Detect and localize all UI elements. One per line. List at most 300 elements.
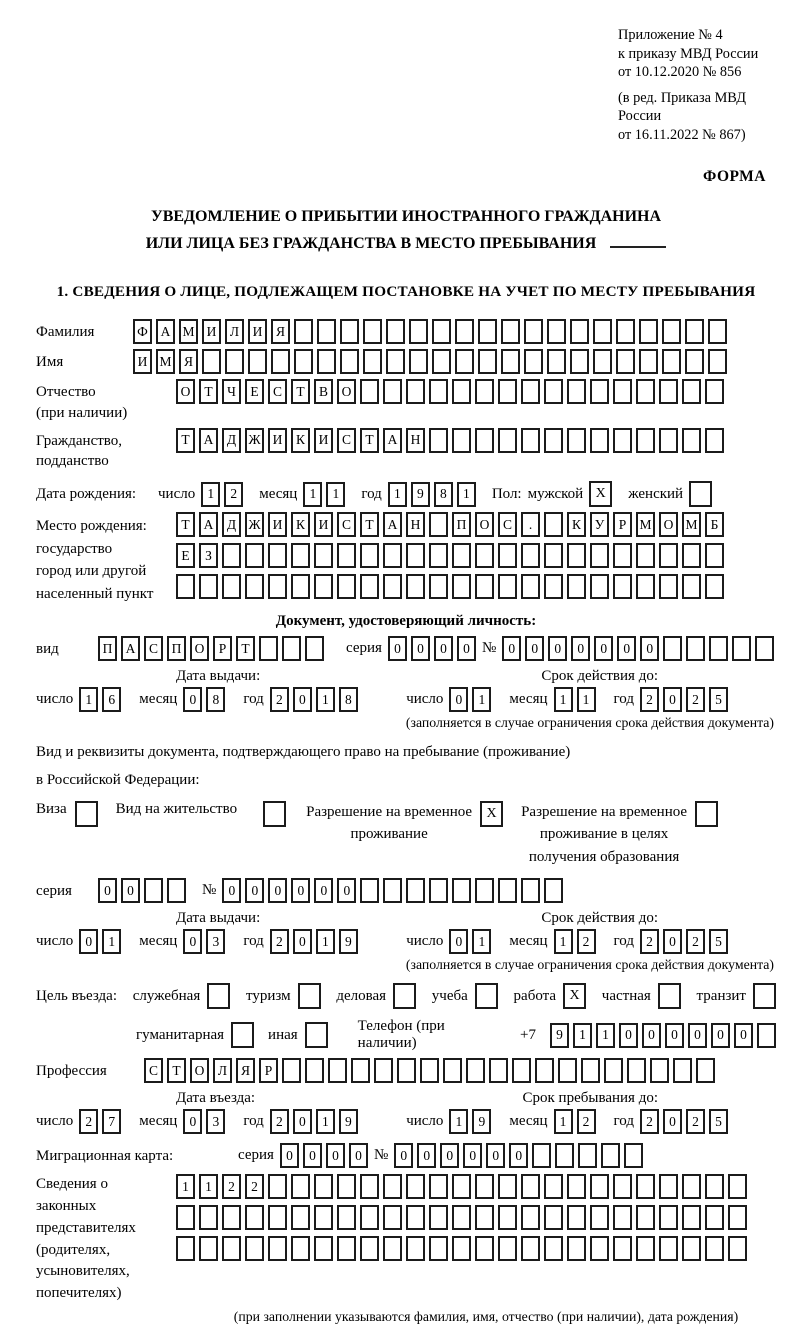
form-cell[interactable]: Е — [176, 543, 195, 568]
form-cell[interactable] — [314, 1205, 333, 1230]
form-cell[interactable] — [222, 1236, 241, 1261]
form-cell[interactable] — [374, 1058, 393, 1083]
form-cell[interactable] — [544, 512, 563, 537]
form-cell[interactable] — [659, 428, 678, 453]
form-cell[interactable] — [475, 1205, 494, 1230]
form-cell[interactable] — [570, 349, 589, 374]
form-cell[interactable]: Н — [406, 428, 425, 453]
form-cell[interactable]: М — [636, 512, 655, 537]
form-cell[interactable] — [429, 543, 448, 568]
form-cell[interactable]: И — [202, 319, 221, 344]
form-cell[interactable] — [705, 428, 724, 453]
form-cell[interactable] — [512, 1058, 531, 1083]
form-cell[interactable]: Е — [245, 379, 264, 404]
form-cell[interactable] — [452, 878, 471, 903]
form-cell[interactable]: 1 — [326, 482, 345, 507]
form-cell[interactable]: 0 — [183, 1109, 202, 1134]
form-cell[interactable]: 2 — [640, 1109, 659, 1134]
form-cell[interactable]: Т — [199, 379, 218, 404]
form-cell[interactable] — [567, 1236, 586, 1261]
form-cell[interactable] — [624, 1143, 643, 1168]
form-cell[interactable] — [732, 636, 751, 661]
form-cell[interactable]: П — [452, 512, 471, 537]
form-cell[interactable] — [466, 1058, 485, 1083]
form-cell[interactable] — [268, 1174, 287, 1199]
form-cell[interactable] — [590, 428, 609, 453]
form-cell[interactable] — [225, 349, 244, 374]
form-cell[interactable] — [245, 543, 264, 568]
form-cell[interactable] — [682, 1236, 701, 1261]
form-cell[interactable] — [521, 379, 540, 404]
form-cell[interactable]: Д — [222, 428, 241, 453]
form-cell[interactable] — [409, 349, 428, 374]
form-cell[interactable]: 0 — [440, 1143, 459, 1168]
form-cell[interactable]: 0 — [222, 878, 241, 903]
form-cell[interactable] — [406, 878, 425, 903]
form-cell[interactable] — [452, 1205, 471, 1230]
form-cell[interactable] — [452, 428, 471, 453]
form-cell[interactable] — [144, 878, 163, 903]
form-cell[interactable]: 1 — [577, 687, 596, 712]
form-cell[interactable]: 2 — [270, 1109, 289, 1134]
form-cell[interactable]: 1 — [554, 929, 573, 954]
form-cell[interactable] — [363, 349, 382, 374]
form-cell[interactable] — [757, 1023, 776, 1048]
form-cell[interactable]: 0 — [349, 1143, 368, 1168]
form-cell[interactable] — [383, 379, 402, 404]
sex-female-checkbox[interactable] — [689, 481, 712, 507]
form-cell[interactable]: 0 — [183, 929, 202, 954]
form-cell[interactable]: 0 — [434, 636, 453, 661]
form-cell[interactable] — [429, 574, 448, 599]
sex-male-checkbox[interactable]: X — [589, 481, 612, 507]
form-cell[interactable] — [613, 1236, 632, 1261]
form-cell[interactable]: 2 — [270, 687, 289, 712]
form-cell[interactable]: 1 — [596, 1023, 615, 1048]
form-cell[interactable] — [282, 636, 301, 661]
form-cell[interactable] — [682, 1174, 701, 1199]
form-cell[interactable]: Т — [236, 636, 255, 661]
form-cell[interactable]: 0 — [486, 1143, 505, 1168]
form-cell[interactable] — [337, 1174, 356, 1199]
form-cell[interactable] — [340, 349, 359, 374]
form-cell[interactable]: Т — [176, 428, 195, 453]
form-cell[interactable]: 2 — [79, 1109, 98, 1134]
form-cell[interactable]: 0 — [449, 929, 468, 954]
purpose-other-checkbox[interactable] — [305, 1022, 328, 1048]
form-cell[interactable]: Л — [213, 1058, 232, 1083]
form-cell[interactable]: С — [498, 512, 517, 537]
form-cell[interactable]: Д — [222, 512, 241, 537]
form-cell[interactable] — [567, 428, 586, 453]
form-cell[interactable] — [685, 349, 704, 374]
form-cell[interactable] — [705, 1174, 724, 1199]
form-cell[interactable] — [383, 574, 402, 599]
form-cell[interactable]: 0 — [314, 878, 333, 903]
form-cell[interactable]: 3 — [206, 1109, 225, 1134]
form-cell[interactable] — [593, 349, 612, 374]
form-cell[interactable]: К — [567, 512, 586, 537]
form-cell[interactable] — [475, 574, 494, 599]
form-cell[interactable] — [524, 349, 543, 374]
form-cell[interactable] — [590, 379, 609, 404]
form-cell[interactable] — [305, 636, 324, 661]
form-cell[interactable] — [429, 878, 448, 903]
form-cell[interactable] — [544, 428, 563, 453]
form-cell[interactable]: 0 — [663, 1109, 682, 1134]
form-cell[interactable] — [360, 574, 379, 599]
form-cell[interactable] — [314, 1236, 333, 1261]
form-cell[interactable] — [636, 1236, 655, 1261]
form-cell[interactable] — [383, 543, 402, 568]
form-cell[interactable]: 0 — [663, 929, 682, 954]
form-cell[interactable]: 9 — [339, 1109, 358, 1134]
form-cell[interactable]: 0 — [417, 1143, 436, 1168]
form-cell[interactable] — [521, 543, 540, 568]
form-cell[interactable]: 0 — [571, 636, 590, 661]
form-cell[interactable] — [176, 1236, 195, 1261]
form-cell[interactable] — [659, 1205, 678, 1230]
form-cell[interactable] — [636, 574, 655, 599]
form-cell[interactable]: С — [144, 1058, 163, 1083]
form-cell[interactable] — [420, 1058, 439, 1083]
form-cell[interactable] — [682, 428, 701, 453]
form-cell[interactable]: 0 — [411, 636, 430, 661]
form-cell[interactable] — [452, 1236, 471, 1261]
form-cell[interactable]: 0 — [711, 1023, 730, 1048]
form-cell[interactable]: 1 — [201, 482, 220, 507]
form-cell[interactable] — [696, 1058, 715, 1083]
form-cell[interactable]: 1 — [316, 687, 335, 712]
form-cell[interactable] — [590, 574, 609, 599]
form-cell[interactable] — [305, 1058, 324, 1083]
form-cell[interactable] — [455, 349, 474, 374]
form-cell[interactable]: 6 — [102, 687, 121, 712]
form-cell[interactable]: Н — [406, 512, 425, 537]
form-cell[interactable] — [708, 349, 727, 374]
form-cell[interactable] — [452, 543, 471, 568]
form-cell[interactable] — [639, 349, 658, 374]
form-cell[interactable]: У — [590, 512, 609, 537]
form-cell[interactable]: 0 — [663, 687, 682, 712]
form-cell[interactable] — [406, 379, 425, 404]
form-cell[interactable]: 0 — [183, 687, 202, 712]
form-cell[interactable] — [616, 319, 635, 344]
form-cell[interactable]: 0 — [326, 1143, 345, 1168]
form-cell[interactable] — [728, 1174, 747, 1199]
form-cell[interactable] — [478, 349, 497, 374]
purpose-commercial-checkbox[interactable] — [393, 983, 416, 1009]
form-cell[interactable]: М — [682, 512, 701, 537]
form-cell[interactable] — [682, 574, 701, 599]
form-cell[interactable] — [429, 1236, 448, 1261]
form-cell[interactable] — [627, 1058, 646, 1083]
form-cell[interactable] — [360, 543, 379, 568]
form-cell[interactable] — [222, 1205, 241, 1230]
form-cell[interactable]: П — [98, 636, 117, 661]
form-cell[interactable] — [705, 379, 724, 404]
form-cell[interactable]: С — [268, 379, 287, 404]
form-cell[interactable] — [282, 1058, 301, 1083]
form-cell[interactable] — [728, 1205, 747, 1230]
form-cell[interactable] — [639, 319, 658, 344]
form-cell[interactable]: 9 — [411, 482, 430, 507]
form-cell[interactable] — [709, 636, 728, 661]
form-cell[interactable] — [351, 1058, 370, 1083]
form-cell[interactable]: С — [144, 636, 163, 661]
form-cell[interactable]: 0 — [394, 1143, 413, 1168]
form-cell[interactable]: О — [337, 379, 356, 404]
form-cell[interactable]: К — [291, 428, 310, 453]
form-cell[interactable] — [613, 1205, 632, 1230]
form-cell[interactable] — [682, 543, 701, 568]
form-cell[interactable] — [613, 428, 632, 453]
form-cell[interactable]: 0 — [303, 1143, 322, 1168]
form-cell[interactable] — [498, 379, 517, 404]
form-cell[interactable]: 2 — [686, 1109, 705, 1134]
form-cell[interactable]: 0 — [79, 929, 98, 954]
form-cell[interactable]: 1 — [79, 687, 98, 712]
form-cell[interactable] — [524, 319, 543, 344]
form-cell[interactable]: Я — [236, 1058, 255, 1083]
form-cell[interactable] — [443, 1058, 462, 1083]
form-cell[interactable] — [406, 1205, 425, 1230]
form-cell[interactable]: . — [521, 512, 540, 537]
form-cell[interactable]: Т — [291, 379, 310, 404]
form-cell[interactable] — [337, 1236, 356, 1261]
form-cell[interactable]: 2 — [577, 1109, 596, 1134]
form-cell[interactable] — [222, 574, 241, 599]
form-cell[interactable] — [636, 379, 655, 404]
form-cell[interactable]: 1 — [573, 1023, 592, 1048]
form-cell[interactable] — [406, 574, 425, 599]
form-cell[interactable]: 1 — [102, 929, 121, 954]
form-cell[interactable] — [498, 1205, 517, 1230]
form-cell[interactable]: 0 — [293, 1109, 312, 1134]
form-cell[interactable] — [268, 574, 287, 599]
form-cell[interactable]: 8 — [206, 687, 225, 712]
form-cell[interactable] — [498, 1236, 517, 1261]
form-cell[interactable] — [501, 319, 520, 344]
form-cell[interactable] — [259, 636, 278, 661]
form-cell[interactable]: 9 — [472, 1109, 491, 1134]
form-cell[interactable] — [314, 574, 333, 599]
purpose-work-checkbox[interactable]: X — [563, 983, 586, 1009]
form-cell[interactable] — [601, 1143, 620, 1168]
form-cell[interactable] — [360, 1174, 379, 1199]
form-cell[interactable]: 1 — [472, 687, 491, 712]
form-cell[interactable] — [429, 1205, 448, 1230]
form-cell[interactable]: Т — [167, 1058, 186, 1083]
form-cell[interactable]: К — [291, 512, 310, 537]
form-cell[interactable]: 0 — [291, 878, 310, 903]
form-cell[interactable] — [498, 1174, 517, 1199]
form-cell[interactable] — [659, 1236, 678, 1261]
form-cell[interactable] — [406, 1236, 425, 1261]
form-cell[interactable] — [636, 428, 655, 453]
form-cell[interactable] — [673, 1058, 692, 1083]
form-cell[interactable] — [245, 1205, 264, 1230]
form-cell[interactable] — [708, 319, 727, 344]
form-cell[interactable] — [455, 319, 474, 344]
form-cell[interactable] — [432, 319, 451, 344]
form-cell[interactable]: 5 — [709, 687, 728, 712]
form-cell[interactable] — [659, 574, 678, 599]
form-cell[interactable]: 0 — [642, 1023, 661, 1048]
form-cell[interactable] — [489, 1058, 508, 1083]
form-cell[interactable] — [406, 1174, 425, 1199]
purpose-private-checkbox[interactable] — [658, 983, 681, 1009]
purpose-transit-checkbox[interactable] — [753, 983, 776, 1009]
form-cell[interactable]: 1 — [176, 1174, 195, 1199]
form-cell[interactable]: 0 — [617, 636, 636, 661]
form-cell[interactable] — [452, 379, 471, 404]
form-cell[interactable]: 3 — [206, 929, 225, 954]
form-cell[interactable]: 0 — [337, 878, 356, 903]
form-cell[interactable] — [199, 1205, 218, 1230]
form-cell[interactable]: Я — [271, 319, 290, 344]
form-cell[interactable] — [291, 543, 310, 568]
form-cell[interactable] — [202, 349, 221, 374]
form-cell[interactable] — [383, 1205, 402, 1230]
form-cell[interactable] — [544, 379, 563, 404]
form-cell[interactable]: И — [268, 512, 287, 537]
form-cell[interactable] — [314, 1174, 333, 1199]
form-cell[interactable] — [544, 1236, 563, 1261]
form-cell[interactable]: 1 — [303, 482, 322, 507]
form-cell[interactable] — [360, 878, 379, 903]
form-cell[interactable] — [452, 574, 471, 599]
purpose-study-checkbox[interactable] — [475, 983, 498, 1009]
form-cell[interactable]: 0 — [121, 878, 140, 903]
form-cell[interactable]: С — [337, 512, 356, 537]
form-cell[interactable] — [498, 574, 517, 599]
form-cell[interactable] — [616, 349, 635, 374]
form-cell[interactable]: 2 — [270, 929, 289, 954]
form-cell[interactable] — [593, 319, 612, 344]
form-cell[interactable] — [501, 349, 520, 374]
form-cell[interactable] — [291, 1174, 310, 1199]
form-cell[interactable]: 2 — [224, 482, 243, 507]
form-cell[interactable]: Л — [225, 319, 244, 344]
form-cell[interactable]: 0 — [509, 1143, 528, 1168]
form-cell[interactable] — [222, 543, 241, 568]
form-cell[interactable]: 0 — [619, 1023, 638, 1048]
form-cell[interactable] — [498, 878, 517, 903]
form-cell[interactable] — [475, 1236, 494, 1261]
form-cell[interactable]: 2 — [577, 929, 596, 954]
form-cell[interactable] — [383, 878, 402, 903]
form-cell[interactable]: 2 — [222, 1174, 241, 1199]
form-cell[interactable]: О — [190, 1058, 209, 1083]
form-cell[interactable] — [291, 1205, 310, 1230]
form-cell[interactable] — [613, 543, 632, 568]
form-cell[interactable] — [397, 1058, 416, 1083]
form-cell[interactable] — [604, 1058, 623, 1083]
form-cell[interactable]: 2 — [686, 929, 705, 954]
form-cell[interactable] — [558, 1058, 577, 1083]
form-cell[interactable] — [521, 1205, 540, 1230]
form-cell[interactable] — [176, 1205, 195, 1230]
form-cell[interactable]: 1 — [316, 1109, 335, 1134]
form-cell[interactable] — [328, 1058, 347, 1083]
form-cell[interactable] — [498, 543, 517, 568]
form-cell[interactable] — [590, 1205, 609, 1230]
edu-permit-checkbox[interactable] — [695, 801, 718, 827]
form-cell[interactable] — [271, 349, 290, 374]
form-cell[interactable] — [248, 349, 267, 374]
form-cell[interactable] — [406, 543, 425, 568]
form-cell[interactable] — [360, 1205, 379, 1230]
form-cell[interactable] — [475, 543, 494, 568]
form-cell[interactable] — [475, 428, 494, 453]
form-cell[interactable] — [685, 319, 704, 344]
form-cell[interactable] — [429, 428, 448, 453]
form-cell[interactable] — [613, 379, 632, 404]
form-cell[interactable] — [636, 543, 655, 568]
form-cell[interactable] — [544, 878, 563, 903]
form-cell[interactable] — [662, 319, 681, 344]
form-cell[interactable]: И — [268, 428, 287, 453]
form-cell[interactable]: 1 — [199, 1174, 218, 1199]
form-cell[interactable] — [167, 878, 186, 903]
form-cell[interactable]: И — [133, 349, 152, 374]
form-cell[interactable] — [650, 1058, 669, 1083]
form-cell[interactable]: П — [167, 636, 186, 661]
form-cell[interactable]: 0 — [293, 929, 312, 954]
form-cell[interactable] — [337, 1205, 356, 1230]
form-cell[interactable]: Ж — [245, 428, 264, 453]
form-cell[interactable]: О — [659, 512, 678, 537]
form-cell[interactable] — [547, 349, 566, 374]
form-cell[interactable] — [636, 1205, 655, 1230]
form-cell[interactable] — [478, 319, 497, 344]
form-cell[interactable]: 0 — [245, 878, 264, 903]
form-cell[interactable] — [199, 574, 218, 599]
form-cell[interactable]: З — [199, 543, 218, 568]
form-cell[interactable]: 0 — [548, 636, 567, 661]
form-cell[interactable]: 9 — [550, 1023, 569, 1048]
form-cell[interactable]: Т — [360, 428, 379, 453]
form-cell[interactable] — [268, 1205, 287, 1230]
form-cell[interactable] — [544, 1205, 563, 1230]
form-cell[interactable]: М — [179, 319, 198, 344]
form-cell[interactable]: 8 — [339, 687, 358, 712]
form-cell[interactable]: 1 — [457, 482, 476, 507]
form-cell[interactable]: Б — [705, 512, 724, 537]
form-cell[interactable]: 0 — [280, 1143, 299, 1168]
form-cell[interactable] — [705, 574, 724, 599]
form-cell[interactable] — [705, 1205, 724, 1230]
form-cell[interactable]: М — [156, 349, 175, 374]
form-cell[interactable]: 2 — [640, 929, 659, 954]
form-cell[interactable] — [567, 574, 586, 599]
form-cell[interactable] — [291, 1236, 310, 1261]
form-cell[interactable] — [544, 543, 563, 568]
form-cell[interactable] — [294, 319, 313, 344]
form-cell[interactable] — [567, 1174, 586, 1199]
form-cell[interactable] — [317, 319, 336, 344]
form-cell[interactable] — [590, 1236, 609, 1261]
temp-permit-checkbox[interactable]: X — [480, 801, 503, 827]
form-cell[interactable]: Т — [176, 512, 195, 537]
form-cell[interactable] — [659, 1174, 678, 1199]
purpose-humanitarian-checkbox[interactable] — [231, 1022, 254, 1048]
form-cell[interactable]: А — [121, 636, 140, 661]
form-cell[interactable] — [521, 574, 540, 599]
form-cell[interactable] — [363, 319, 382, 344]
form-cell[interactable] — [662, 349, 681, 374]
